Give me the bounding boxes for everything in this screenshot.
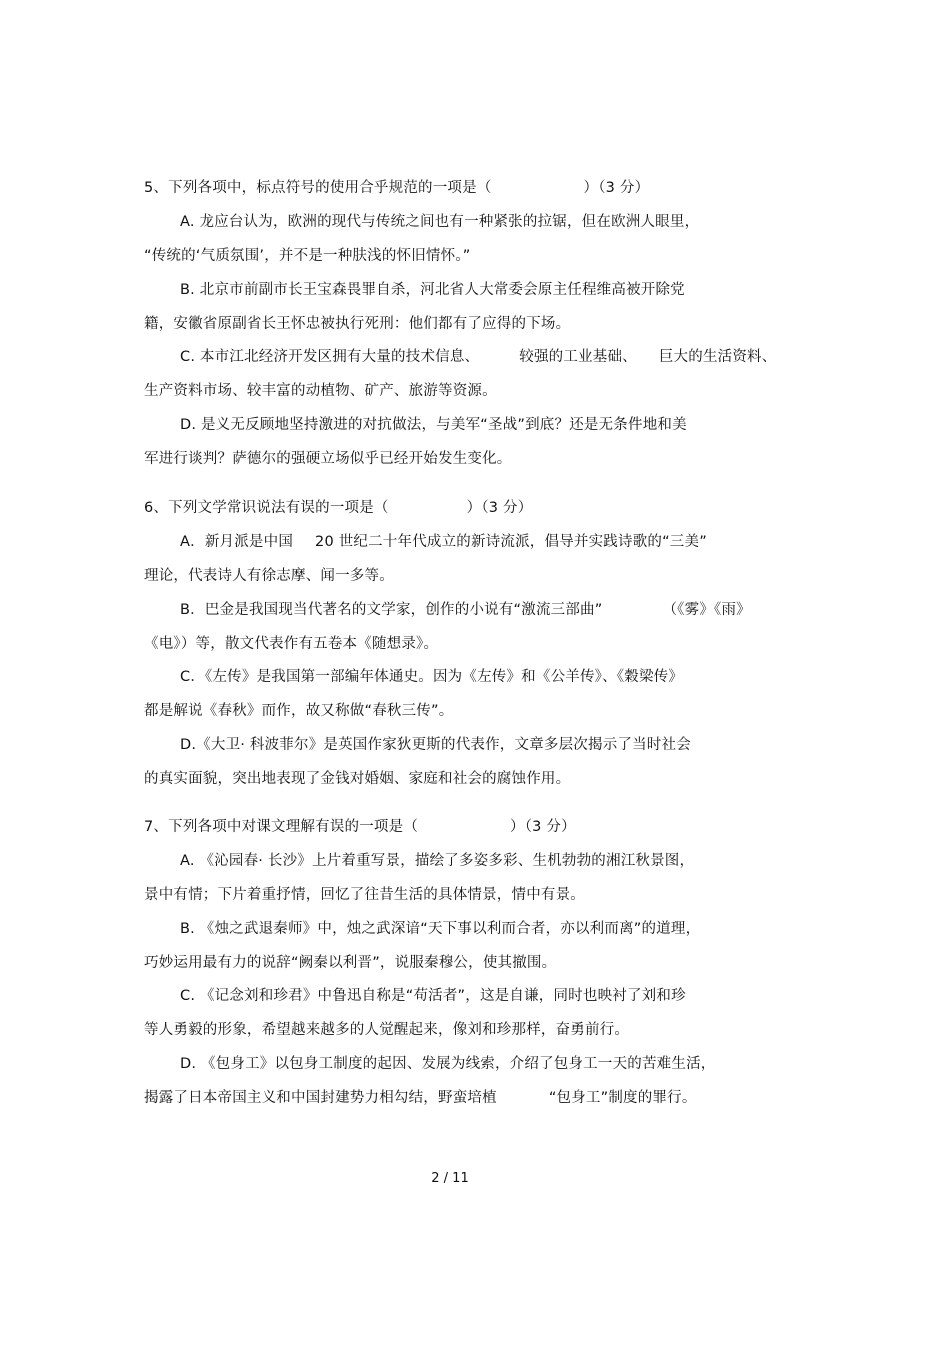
question-stem: 5、下列各项中，标点符号的使用合乎规范的一项是（ ）（3 分） xyxy=(144,180,650,196)
option-b-line1: B. 《烛之武退秦师》中，烛之武深谙“天下事以利而合者，亦以利而离”的道理， xyxy=(180,921,701,937)
option-b-line2: 籍，安徽省原副省长王怀忠被执行死刑：他们都有了应得的下场。 xyxy=(144,316,571,332)
option-a-line2: 理论，代表诗人有徐志摩、闻一多等。 xyxy=(144,568,394,584)
option-c-line1: C. 《记念刘和珍君》中鲁迅自称是“苟活者”，这是自谦，同时也映衬了刘和珍 xyxy=(180,988,686,1004)
option-a-line1: A. 《沁园春· 长沙》上片着重写景，描绘了多姿多彩、生机勃勃的湘江秋景图， xyxy=(180,853,695,869)
option-d-line1: D. 《包身工》以包身工制度的起因、发展为线索，介绍了包身工一天的苦难生活， xyxy=(180,1056,716,1072)
option-c-line2: 等人勇毅的形象，希望越来越多的人觉醒起来，像刘和珍那样，奋勇前行。 xyxy=(144,1022,630,1038)
question-stem: 6、下列文学常识说法有误的一项是（ ）（3 分） xyxy=(144,500,533,516)
option-d-line2: 的真实面貌，突出地表现了金钱对婚姻、家庭和社会的腐蚀作用。 xyxy=(144,771,571,787)
option-b-line1: B．巴金是我国现当代著名的文学家，创作的小说有“激流三部曲” （《雾》《雨》 xyxy=(180,602,751,618)
option-c-line1: C．《左传》是我国第一部编年体通史。因为《左传》和《公羊传》、《穀梁传》 xyxy=(180,669,684,685)
page-number: 2 / 11 xyxy=(431,1171,469,1186)
option-c-line2: 生产资料市场、较丰富的动植物、矿产、旅游等资源。 xyxy=(144,383,497,399)
option-b-line1: B. 北京市前副市长王宝森畏罪自杀，河北省人大常委会原主任程维高被开除党 xyxy=(180,282,685,298)
option-d-line2: 揭露了日本帝国主义和中国封建势力相勾结，野蛮培植 “包身工”制度的罪行。 xyxy=(144,1090,697,1106)
option-d-line2: 军进行谈判？萨德尔的强硬立场似乎已经开始发生变化。 xyxy=(144,451,512,467)
option-a-line1: A．新月派是中国 20 世纪二十年代成立的新诗流派，倡导并实践诗歌的“三美” xyxy=(180,534,707,550)
option-d-line1: D. 是义无反顾地坚持激进的对抗做法，与美军“圣战”到底？还是无条件地和美 xyxy=(180,417,687,433)
option-a-line2: “传统的‘气质氛围’，并不是一种肤浅的怀旧情怀。” xyxy=(144,248,471,264)
option-a-line2: 景中有情；下片着重抒情，回忆了往昔生活的具体情景，情中有景。 xyxy=(144,887,585,903)
option-c-line1: C. 本市江北经济开发区拥有大量的技术信息、 较强的工业基础、 巨大的生活资料、 xyxy=(180,349,777,365)
option-d-line1: D.《大卫· 科波菲尔》是英国作家狄更斯的代表作，文章多层次揭示了当时社会 xyxy=(180,737,691,753)
option-b-line2: 巧妙运用最有力的说辞“阙秦以利晋”，说服秦穆公，使其撤围。 xyxy=(144,955,557,971)
option-c-line2: 都是解说《春秋》而作，故又称做“春秋三传”。 xyxy=(144,703,454,719)
option-b-line2: 《电》）等，散文代表作有五卷本《随想录》。 xyxy=(144,636,439,652)
question-stem: 7、下列各项中对课文理解有误的一项是（ ）（3 分） xyxy=(144,819,576,835)
option-a-line1: A. 龙应台认为，欧洲的现代与传统之间也有一种紧张的拉锯，但在欧洲人眼里， xyxy=(180,214,700,230)
